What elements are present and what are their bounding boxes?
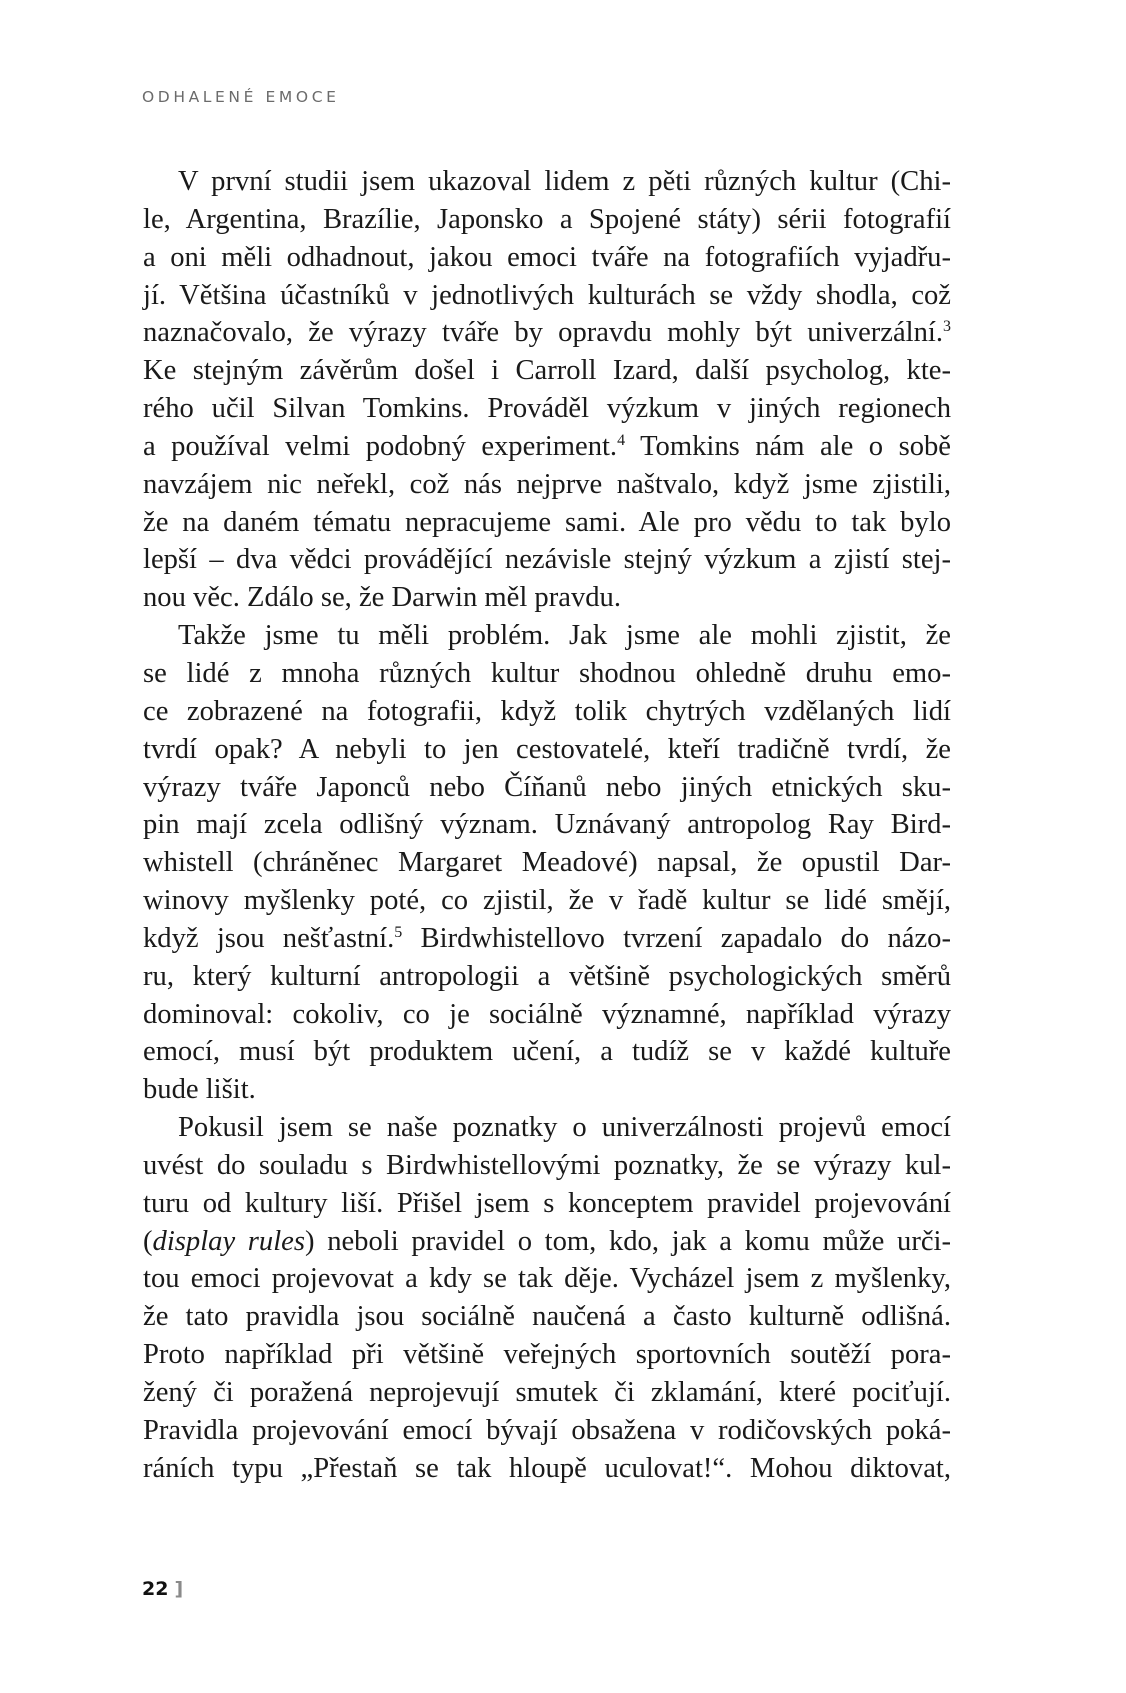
text-run: ru, který kulturní antropologii a většině psychologických směrů [143,960,951,992]
text-line [143,1298,951,1336]
text-line [143,996,951,1034]
text-run: když jsou nešťastní. [143,922,395,954]
text-line [143,314,951,352]
paragraph [143,163,951,617]
text-run: bude lišit. [143,1074,256,1106]
text-run: tvrdí opak? A nebyli to jen cestovatelé, kteří tradičně tvrdí, že [143,733,951,765]
text-run: V první studii jsem ukazoval lidem z pěti různých kultur (Chi- [178,166,951,197]
page-number-bracket: ] [174,1578,184,1600]
text-run: Birdwhistellovo tvrzení zapadalo do názo- [402,922,951,954]
text-line [143,428,951,466]
text-line [143,390,951,428]
text-line [143,1450,951,1488]
text-run: se lidé z mnoha různých kultur shodnou ohledně druhu emo- [143,657,951,689]
text-line [143,579,951,617]
text-line [143,1033,951,1071]
text-line [143,769,951,807]
text-line [143,466,951,504]
text-line [143,1147,951,1185]
text-line [143,541,951,579]
text-line [143,1071,951,1109]
text-run: a oni měli odhadnout, jakou emoci tváře na fotografiích vyjadřu- [143,241,951,273]
text-run: naznačovalo, že výrazy tváře by opravdu mohly být univerzální. [143,317,943,349]
text-run: jí. Většina účastníků v jednotlivých kulturách se vždy shodla, což [143,279,951,311]
text-line [143,920,951,958]
text-run: Proto například při většině veřejných sportovních soutěží pora- [143,1339,951,1371]
text-line [143,731,951,769]
text-run: emocí, musí být produktem učení, a tudíž se v každé kultuře [143,1036,951,1068]
text-run: navzájem nic neřekl, což nás nejprve naštvalo, když jsme zjistili, [143,468,951,500]
text-run: Tomkins nám ale o sobě [625,430,951,462]
running-head: ODHALENÉ EMOCE [142,88,340,106]
text-line [143,1260,951,1298]
text-run: ce zobrazené na fotografii, když tolik chytrých vzdělaných lidí [143,695,951,727]
text-run: že na daném tématu nepracujeme sami. Ale pro vědu to tak bylo [143,506,951,538]
text-line [143,201,951,239]
italic-term: display rules [152,1225,305,1257]
text-line [143,352,951,390]
text-run: dominoval: cokoliv, co je sociálně významné, například výrazy [143,998,951,1030]
footnote-marker: 4 [617,431,626,449]
text-run: nou věc. Zdálo se, že Darwin měl pravdu. [143,582,621,614]
text-line [143,806,951,844]
text-line [143,239,951,277]
text-run: že tato pravidla jsou sociálně naučená a často kulturně odlišná. [143,1301,951,1333]
text-line [143,655,951,693]
text-line [143,1223,951,1261]
text-run: žený či poražená neprojevují smutek či zklamání, které pociťují. [143,1377,951,1408]
text-run: winovy myšlenky poté, co zjistil, že v řadě kultur se lidé smějí, [143,885,951,917]
text-line [143,1336,951,1374]
text-line [143,277,951,315]
body-text [143,163,951,1488]
text-line [143,504,951,542]
text-line [143,1185,951,1223]
text-run: výrazy tváře Japonců nebo Číňanů nebo jiných etnických sku- [143,771,951,803]
page-number [142,1578,183,1600]
footnote-marker: 5 [394,923,403,941]
text-line [143,1412,951,1450]
text-line [143,844,951,882]
text-line [143,163,951,201]
text-run: pin mají zcela odlišný význam. Uznávaný antropolog Ray Bird- [143,809,951,841]
text-run: Pravidla projevování emocí bývají obsažena v rodičovských poká- [143,1414,951,1446]
text-run: ) neboli pravidel o tom, kdo, jak a komu může urči- [305,1225,952,1257]
text-run: whistell (chráněnec Margaret Meadové) napsal, že opustil Dar- [143,847,951,879]
text-line [143,958,951,996]
text-line [143,882,951,920]
text-line [143,617,951,655]
text-run: Takže jsme tu měli problém. Jak jsme ale mohli zjistit, že [178,620,951,652]
text-line [143,1109,951,1147]
paragraph [143,617,951,1109]
footnote-marker: 3 [943,318,951,336]
paragraph [143,1109,951,1487]
text-run: le, Argentina, Brazílie, Japonsko a Spojené státy) sérii fotografií [143,203,951,235]
text-line [143,693,951,731]
text-run: tou emoci projevovat a kdy se tak děje. Vycházel jsem z myšlenky, [143,1263,951,1295]
text-run: rého učil Silvan Tomkins. Prováděl výzkum v jiných regionech [143,393,951,425]
text-run: ( [143,1225,153,1257]
text-run: uvést do souladu s Birdwhistellovými poznatky, že se výrazy kul- [143,1149,951,1181]
text-run: lepší – dva vědci provádějící nezávisle stejný výzkum a zjistí stej- [143,544,951,576]
text-run: ráních typu „Přestaň se tak hloupě uculovat!“. Mohou diktovat, [143,1452,951,1484]
text-run: turu od kultury liší. Přišel jsem s konceptem pravidel projevování [143,1187,951,1219]
text-run: Pokusil jsem se naše poznatky o univerzálnosti projevů emocí [178,1112,951,1144]
text-run: a používal velmi podobný experiment. [143,430,618,462]
text-line [143,1374,951,1412]
text-run: Ke stejným závěrům došel i Carroll Izard, další psycholog, kte- [143,355,951,387]
page-number-value: 22 [142,1578,169,1600]
